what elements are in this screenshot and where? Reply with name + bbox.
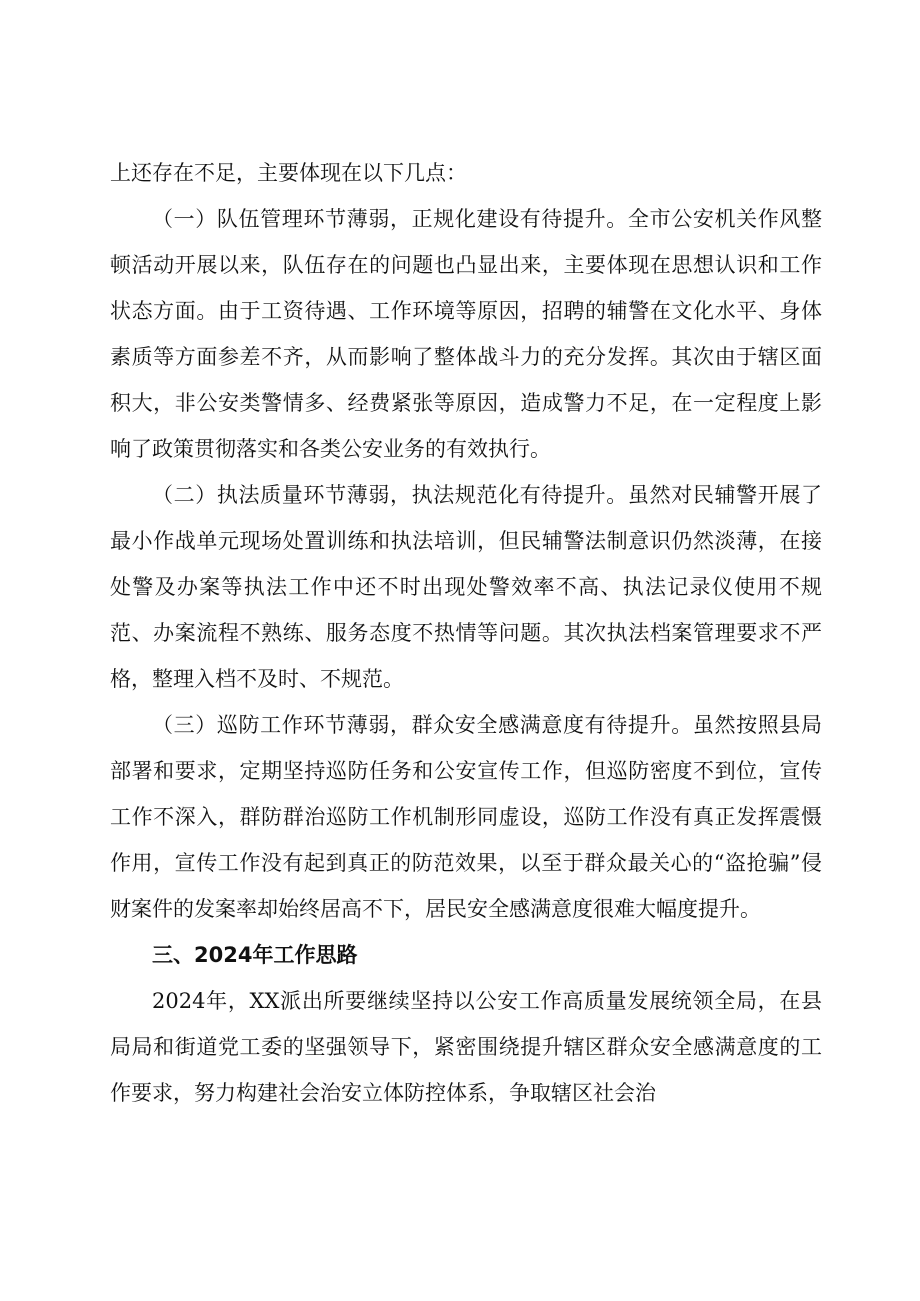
section-heading: 三、2024年工作思路 xyxy=(152,943,358,967)
paragraph-final: 2024年，XX派出所要继续坚持以公安工作高质量发展统领全局，在县局局和街道党工委的坚强领导下，紧密围绕提升辖区群众安全感满意度的工作要求，努力构建社会治安立体防控体系，争取辖区社会治 xyxy=(110,989,822,1105)
paragraph-item-2: （二）执法质量环节薄弱，执法规范化有待提升。虽然对民辅警开展了最小作战单元现场处置训练和执法培训，但民辅警法制意识仍然淡薄，在接处警及办案等执法工作中还不时出现处警效率不高、执法记录仪使用不规范、办案流程不熟练、服务态度不热情等问题。其次执法档案管理要求不严格，整理入档不及时、不规范。 xyxy=(110,483,822,691)
paragraph-item-3: （三）巡防工作环节薄弱，群众安全感满意度有待提升。虽然按照县局部署和要求，定期坚持巡防任务和公安宣传工作，但巡防密度不到位，宣传工作不深入，群防群治巡防工作机制形同虚设，巡防工作没有真正发挥震慑作用，宣传工作没有起到真正的防范效果，以至于群众最关心的“盗抢骗”侵财案件的发案率却始终居高不下，居民安全感满意度很难大幅度提升。 xyxy=(110,713,822,921)
paragraph-item-1: （一）队伍管理环节薄弱，正规化建设有待提升。全市公安机关作风整顿活动开展以来，队伍存在的问题也凸显出来，主要体现在思想认识和工作状态方面。由于工资待遇、工作环境等原因，招聘的辅警在文化水平、身体素质等方面参差不齐，从而影响了整体战斗力的充分发挥。其次由于辖区面积大，非公安类警情多、经费紧张等原因，造成警力不足，在一定程度上影响了政策贯彻落实和各类公安业务的有效执行。 xyxy=(110,207,822,461)
paragraph-intro: 上还存在不足，主要体现在以下几点： xyxy=(110,161,467,185)
document-body xyxy=(110,150,822,1116)
